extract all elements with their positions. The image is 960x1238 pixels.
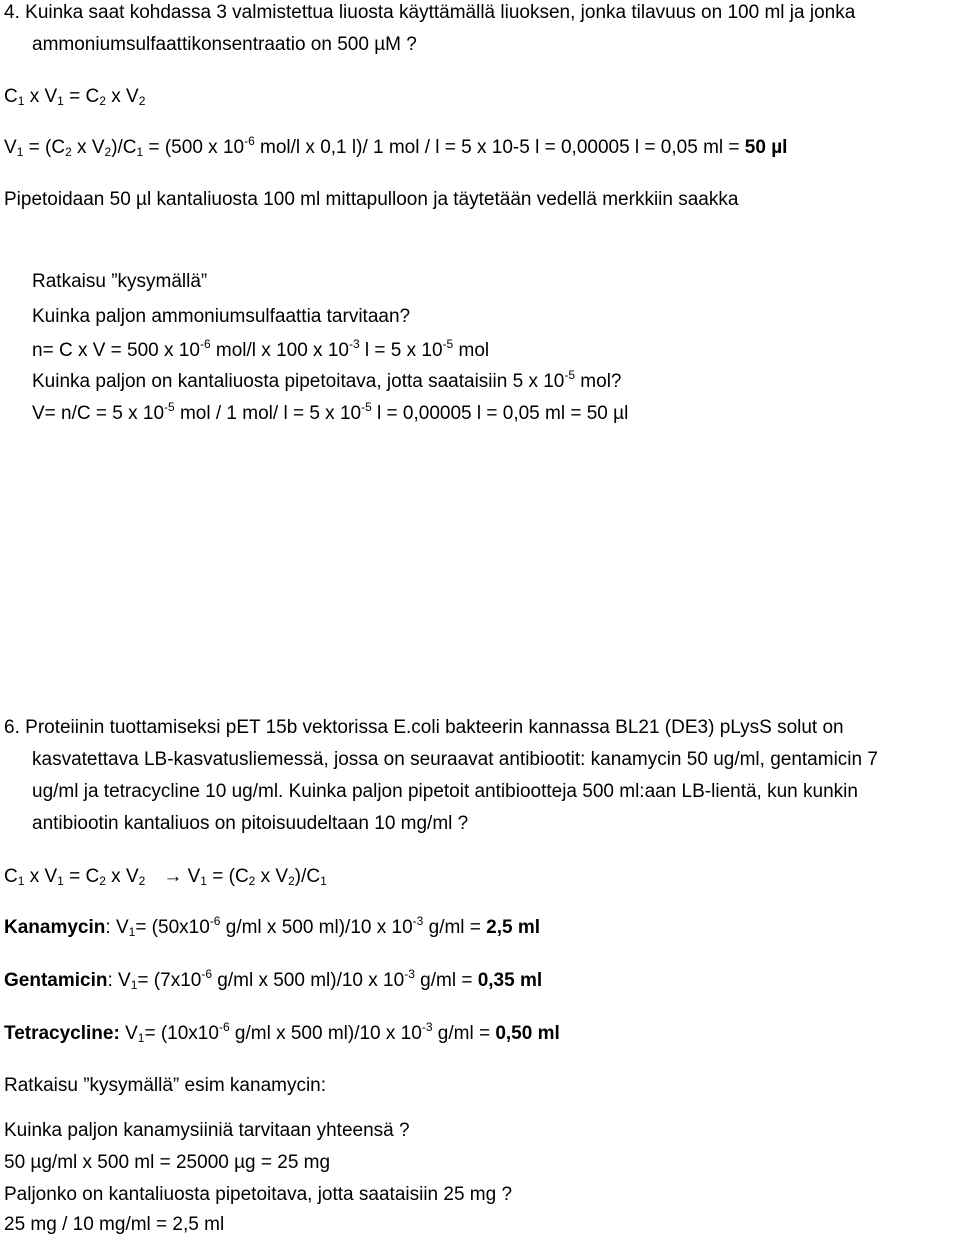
q6-text-4: antibiootin kantaliuos on pitoisuudeltaan 10 mg/ml ? [32,813,469,834]
q4-number: 4. [4,2,20,23]
q4-equation-2: $V_1 = (C_2$ x $V_2)/C_1 = (500$ x $10^{-6}$ mol/l x 0,1 l)/ 1 mol / l = 5 x 10-5 l = 0,00005 l = 0,05 ml = 50 µl [4,134,788,159]
alt1-question-2: Kuinka paljon on kantaliuosta pipetoitava, jotta saataisiin 5 x $10^{-5}$ mol? [32,368,622,392]
alt1-question-1: Kuinka paljon ammoniumsulfaattia tarvitaan? [32,306,411,327]
q4-result: 50 µl [744,137,788,158]
q6-text-1: Proteiinin tuottamiseksi pET 15b vektorissa E.coli bakteerin kannassa BL21 (DE3) pLysS solut on [25,717,844,738]
calc-row-kanamycin: Kanamycin: $V_1= (50x10^{-6}$ g/ml x 500 ml)/10 x $10^{-3}$ g/ml = 2,5 ml [4,914,541,939]
alt1-title: Ratkaisu ”kysymällä” [32,271,208,292]
q6-number: 6. [4,717,20,738]
q6-text-2: kasvatettava LB-kasvatusliemessä, jossa on seuraavat antibiootit: kanamycin 50 ug/ml, gentamicin 7 [32,749,878,770]
q4-equation-1: $C_1$ x $V_1 = C_2$ x $V_2$ [4,86,146,108]
q6-line-1 [4,715,844,741]
arrow-right-icon: → [163,866,183,887]
q4-line-1 [4,0,855,26]
alt2-title: Ratkaisu ”kysymällä” esim kanamycin: [4,1075,327,1096]
q4-text-1: Kuinka saat kohdassa 3 valmistettua liuosta käyttämällä liuoksen, jonka tilavuus on 100 ml ja jonka [25,2,856,23]
alt2-line-2: 50 µg/ml x 500 ml = 25000 µg = 25 mg [4,1152,331,1173]
alt2-line-4: 25 mg / 10 mg/ml = 2,5 ml [4,1214,225,1235]
q4-pipette-text: Pipetoidaan 50 µl kantaliuosta 100 ml mittapulloon ja täytetään vedellä merkkiin saakka [4,189,739,210]
q6-equation: $C_1$ x $V_1 = C_2$ x $V_2 \to V_1 = (C_2$ x $V_2)/C_1$ [4,866,327,888]
calc-row-tetracycline: Tetracycline: $V_1= (10x10^{-6}$ g/ml x 500 ml)/10 x $10^{-3}$ g/ml = 0,50 ml [4,1020,560,1045]
alt2-line-3: Paljonko on kantaliuosta pipetoitava, jotta saataisiin 25 mg ? [4,1184,513,1205]
alt1-moles-equation: n= C x V = 500 x $10^{-6}$ mol/l x 100 x $10^{-3}$ l = 5 x $10^{-5}$ mol [32,337,490,361]
alt1-volume-equation: V= n/C = 5 x $10^{-5}$ mol / 1 mol/ l = 5 x $10^{-5}$ l = 0,00005 l = 0,05 ml = 50 µl [32,400,629,424]
calc-row-gentamicin: Gentamicin: $V_1= (7x10^{-6}$ g/ml x 500 ml)/10 x $10^{-3}$ g/ml = 0,35 ml [4,967,543,992]
q6-text-3: ug/ml ja tetracycline 10 ug/ml. Kuinka paljon pipetoit antibiootteja 500 ml:aan LB-lientä, kun kunkin [32,781,858,802]
q4-text-2: ammoniumsulfaattikonsentraatio on 500 µM ? [32,34,417,55]
alt2-line-1: Kuinka paljon kanamysiiniä tarvitaan yhteensä ? [4,1120,410,1141]
